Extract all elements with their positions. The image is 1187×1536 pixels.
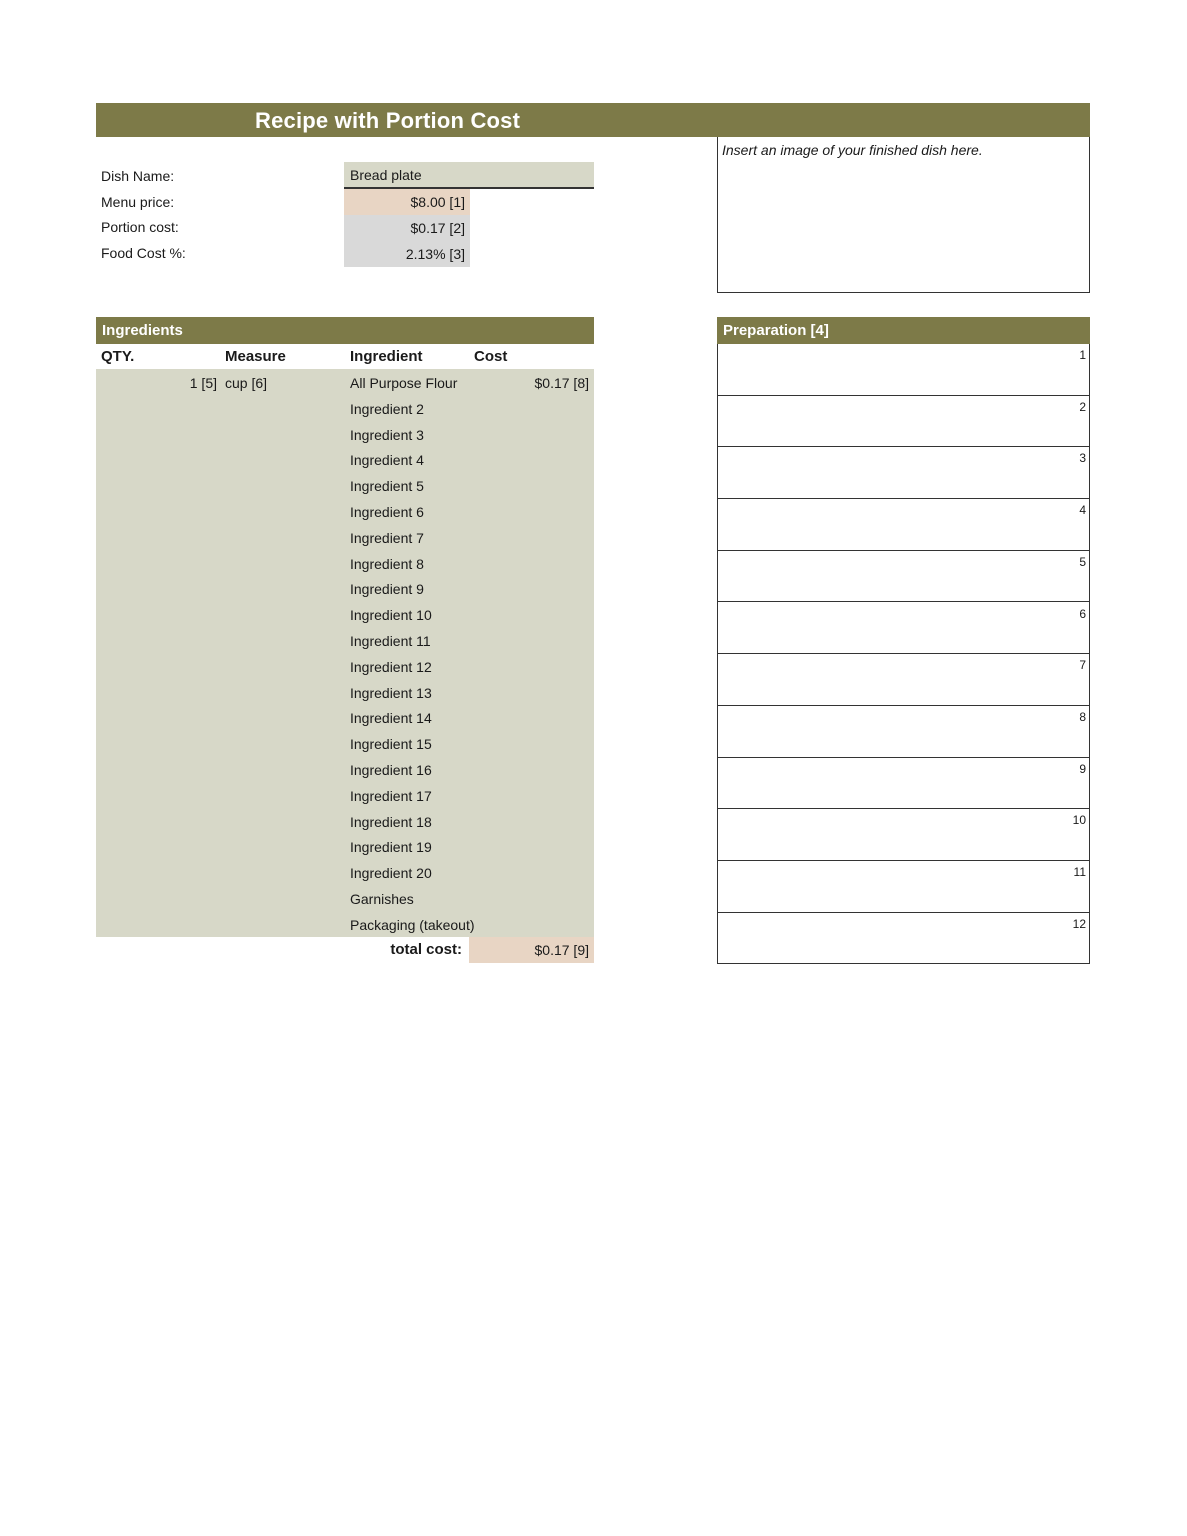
table-row[interactable]: [96, 731, 594, 757]
menu-price-field[interactable]: $8.00 [1]: [344, 189, 470, 215]
ingredient-cell[interactable]: Ingredient 15: [350, 736, 432, 753]
ingredient-cell[interactable]: Ingredient 10: [350, 607, 432, 624]
dish-name-field[interactable]: Bread plate: [344, 162, 594, 189]
prep-step[interactable]: [717, 499, 1090, 551]
ingredient-cell[interactable]: All Purpose Flour: [350, 375, 458, 391]
prep-step[interactable]: [717, 551, 1090, 603]
table-row[interactable]: [96, 757, 594, 783]
step-number: 5: [1079, 554, 1086, 569]
ingredient-cell[interactable]: Packaging (takeout): [350, 916, 475, 933]
prep-step[interactable]: [717, 447, 1090, 499]
total-cost-label: total cost:: [390, 941, 462, 958]
table-row[interactable]: [96, 396, 594, 422]
ingredient-cell[interactable]: Ingredient 3: [350, 426, 424, 443]
table-row[interactable]: [96, 783, 594, 809]
food-cost-value: 2.13% [3]: [344, 241, 470, 267]
prep-step[interactable]: [717, 706, 1090, 758]
step-number: 7: [1079, 658, 1086, 673]
step-number: 11: [1073, 865, 1086, 879]
ingredient-cell[interactable]: Ingredient 8: [350, 555, 424, 572]
prep-step[interactable]: [717, 758, 1090, 810]
ingredient-cell[interactable]: Ingredient 7: [350, 529, 424, 546]
table-row[interactable]: [96, 602, 594, 628]
ingredient-cell[interactable]: Ingredient 20: [350, 865, 432, 882]
ingredient-cell[interactable]: Ingredient 14: [350, 710, 432, 727]
step-number: 9: [1079, 761, 1086, 776]
qty-cell[interactable]: 1 [5]: [189, 375, 217, 391]
table-row[interactable]: [96, 576, 594, 602]
dish-name-label: Dish Name:: [101, 168, 175, 184]
table-row[interactable]: [96, 370, 594, 396]
table-row[interactable]: [96, 473, 594, 499]
prep-step[interactable]: [717, 603, 1090, 655]
col-ingredient: Ingredient: [350, 348, 423, 365]
table-row[interactable]: [96, 499, 594, 525]
prep-step[interactable]: [717, 913, 1090, 965]
table-row[interactable]: [96, 912, 594, 938]
ingredient-cell[interactable]: Ingredient 6: [350, 504, 424, 520]
step-number: 4: [1079, 503, 1086, 518]
col-qty: QTY.: [101, 348, 135, 365]
prep-step[interactable]: [717, 809, 1090, 861]
ingredient-cell[interactable]: Ingredient 2: [350, 400, 424, 417]
ingredient-cell[interactable]: Ingredient 5: [350, 478, 424, 495]
portion-cost-value: $0.17 [2]: [344, 215, 470, 241]
table-row[interactable]: [96, 628, 594, 654]
cost-cell[interactable]: $0.17 [8]: [534, 375, 589, 391]
step-number: 3: [1079, 451, 1086, 466]
total-cost-value: $0.17 [9]: [469, 937, 594, 963]
food-cost-label: Food Cost %:: [101, 245, 186, 261]
table-row[interactable]: [96, 809, 594, 835]
ingredient-cell[interactable]: Ingredient 12: [350, 658, 432, 675]
table-row[interactable]: [96, 680, 594, 706]
preparation-heading: Preparation [4]: [717, 317, 1090, 344]
table-row[interactable]: [96, 860, 594, 886]
table-row[interactable]: [96, 834, 594, 860]
table-row[interactable]: [96, 447, 594, 473]
title-bar: [96, 103, 1090, 137]
step-number: 2: [1079, 399, 1086, 414]
col-cost: Cost: [474, 348, 508, 365]
table-row[interactable]: [96, 525, 594, 551]
ingredient-cell[interactable]: Ingredient 13: [350, 684, 432, 701]
ingredient-cell[interactable]: Ingredient 4: [350, 452, 424, 469]
ingredients-heading: Ingredients: [96, 317, 594, 344]
table-row[interactable]: [96, 551, 594, 577]
prep-step[interactable]: [717, 654, 1090, 706]
step-number: 8: [1079, 709, 1086, 724]
ingredient-cell[interactable]: Ingredient 16: [350, 762, 432, 778]
page-title: Recipe with Portion Cost: [255, 108, 521, 133]
menu-price-label: Menu price:: [101, 194, 175, 210]
ingredient-cell[interactable]: Ingredient 9: [350, 581, 424, 598]
step-number: 6: [1079, 606, 1086, 621]
table-row[interactable]: [96, 705, 594, 731]
prep-step[interactable]: [717, 344, 1090, 396]
ingredient-cell[interactable]: Ingredient 17: [350, 787, 432, 804]
measure-cell[interactable]: cup [6]: [225, 375, 268, 391]
image-placeholder-hint: Insert an image of your finished dish here.: [722, 142, 983, 158]
ingredient-cell[interactable]: Ingredient 11: [350, 633, 431, 649]
step-number: 1: [1079, 348, 1086, 362]
table-row[interactable]: [96, 654, 594, 680]
step-number: 10: [1072, 813, 1086, 828]
ingredient-cell[interactable]: Ingredient 19: [350, 839, 432, 856]
col-measure: Measure: [225, 348, 286, 365]
prep-step[interactable]: [717, 396, 1090, 448]
step-number: 12: [1072, 916, 1086, 931]
table-row[interactable]: [96, 886, 594, 912]
ingredient-cell[interactable]: Garnishes: [350, 891, 414, 907]
portion-cost-label: Portion cost:: [101, 219, 179, 235]
prep-step[interactable]: [717, 861, 1090, 913]
table-row[interactable]: [96, 422, 594, 448]
ingredient-cell[interactable]: Ingredient 18: [350, 813, 432, 830]
